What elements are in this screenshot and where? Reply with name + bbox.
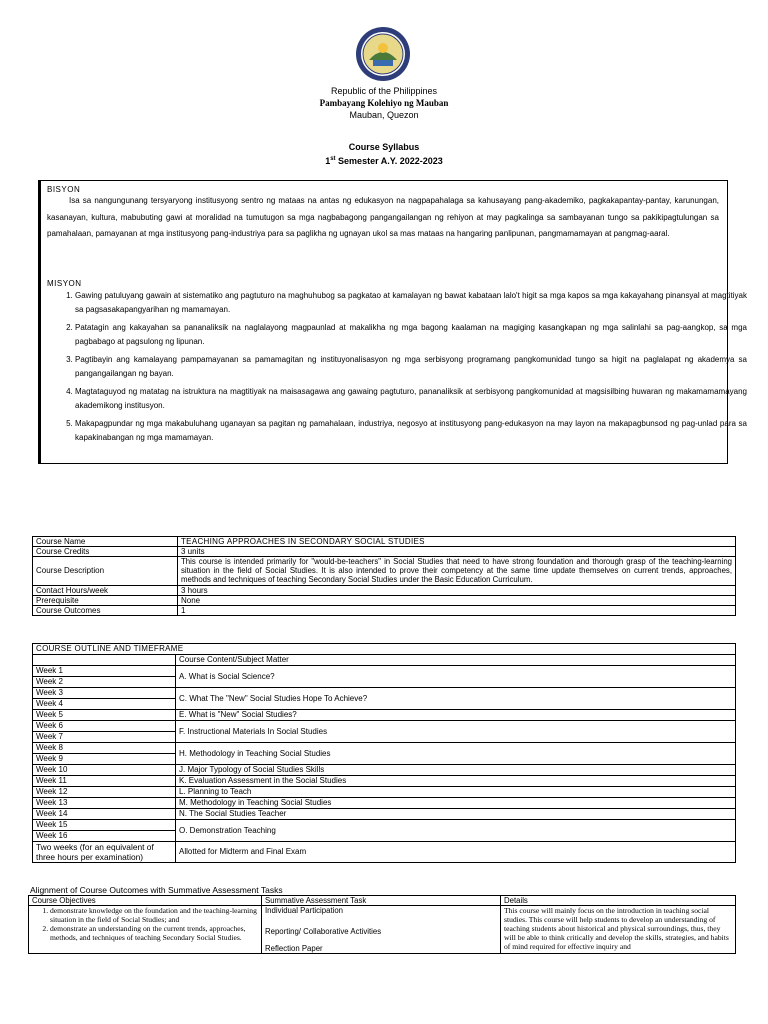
week-cell: Week 5	[33, 710, 176, 721]
objectives-cell	[29, 906, 262, 954]
course-info-table	[32, 536, 736, 616]
objective-item: 2. demonstrate an understanding on the current trends, approaches, methods, and techniques of teaching Secondary Social Studies.	[50, 924, 258, 942]
semester-suffix: st	[330, 156, 336, 162]
table-row	[33, 721, 736, 732]
topic-cell: L. Planning to Teach	[176, 787, 736, 798]
vision-label: BISYON	[47, 185, 81, 194]
prerequisite-value: None	[178, 595, 736, 605]
table-row	[33, 537, 736, 547]
prerequisite-label: Prerequisite	[33, 595, 178, 605]
week-cell: Week 3	[33, 688, 176, 699]
week-cell: Week 14	[33, 809, 176, 820]
table-row	[33, 743, 736, 754]
vision-text: Isa sa nangungunang tersyaryong institusyong sentro ng mataas na antas ng edukasyon na nagpapahalaga sa kahusayang pang-akademiko, pagkakapantay-pantay, karunungan, kasanayan, kultura, mabubuting gawi at moralidad na tumutugon sa mga nagbabagong pangangailangan ng rehiyon at may pagkalinga sa sambayanan tungo sa pakikipagtulungan sa pamahalaan, pamayanan at mga institusyong pang-industriya para sa paglikha ng ugnayan ukol sa mas mataas na hangaring panlipunan, pangmamamayan at pangmag-aaral.	[47, 196, 719, 238]
topic-cell: N. The Social Studies Teacher	[176, 809, 736, 820]
course-outcomes-value: 1	[178, 605, 736, 615]
course-description-value: This course is intended primarily for "would-be-teachers" in Social Studies that need to have strong foundation and thorough grasp of the teaching-learning situation in the field of Social Studies. It is also intended to prove their competency at the same time update themselves on current trends, approaches, methods and techniques of teaching Secondary Social Studies under the Basic Education Curriculum.	[178, 557, 736, 586]
table-row	[33, 765, 736, 776]
course-name-label: Course Name	[33, 537, 178, 547]
objectives-header: Course Objectives	[29, 896, 262, 906]
contact-hours-value: 3 hours	[178, 585, 736, 595]
mission-list	[47, 289, 747, 449]
course-credits-value: 3 units	[178, 547, 736, 557]
alignment-table	[28, 895, 736, 954]
semester-text: Semester A.Y. 2022-2023	[335, 156, 443, 166]
course-outcomes-label: Course Outcomes	[33, 605, 178, 615]
topic-cell: C. What The "New" Social Studies Hope To Achieve?	[176, 688, 736, 710]
college-location: Mauban, Quezon	[349, 110, 419, 120]
course-credits-label: Course Credits	[33, 547, 178, 557]
details-cell: This course will mainly focus on the introduction in teaching social studies. This course will help students to develop an understanding of teaching students about historical and physical surroundings, thus, they will be able to think critically and develop the skills, strategies, and habits of mind required for effective inquiry and	[501, 906, 736, 954]
task-item: Individual Participation	[265, 906, 344, 915]
table-row	[33, 585, 736, 595]
table-row	[33, 547, 736, 557]
mission-item: 1. Gawing patuluyang gawain at sistematiko ang pagtuturo na maghuhubog sa pagkatao at kamalayan ng bawat kabataan lalo't higit sa mga kapos sa mga kakayahang pinansyal at magtitiyak sa pagsasakapangyarihan ng mamamayan.	[75, 289, 747, 317]
assessment-cell	[262, 906, 501, 954]
week-cell: Week 11	[33, 776, 176, 787]
week-cell: Week 4	[33, 699, 176, 710]
contact-hours-label: Contact Hours/week	[33, 585, 178, 595]
week-cell: Week 6	[33, 721, 176, 732]
week-cell: Week 8	[33, 743, 176, 754]
table-row	[33, 710, 736, 721]
topic-cell: A. What is Social Science?	[176, 666, 736, 688]
table-row	[33, 557, 736, 586]
table-row	[33, 605, 736, 615]
semester-line	[0, 154, 768, 167]
topic-cell: F. Instructional Materials In Social Studies	[176, 721, 736, 743]
week-cell: Week 16	[33, 831, 176, 842]
topic-cell: O. Demonstration Teaching	[176, 820, 736, 842]
doc-title: Course Syllabus	[348, 142, 420, 152]
table-row	[29, 906, 736, 954]
task-item: Reflection Paper	[265, 944, 323, 953]
table-row	[33, 655, 736, 666]
course-outline-table	[32, 643, 736, 863]
alignment-title: Alignment of Course Outcomes with Summative Assessment Tasks	[30, 885, 283, 895]
outline-title: COURSE OUTLINE AND TIMEFRAME	[33, 644, 736, 655]
task-item: Reporting/ Collaborative Activities	[265, 927, 382, 936]
republic-text: Republic of the Philippines	[330, 86, 438, 96]
table-row	[33, 809, 736, 820]
content-header: Course Content/Subject Matter	[176, 655, 736, 666]
exam-value: Allotted for Midterm and Final Exam	[176, 842, 736, 863]
week-cell: Week 15	[33, 820, 176, 831]
course-description-label: Course Description	[33, 557, 178, 586]
table-row	[29, 896, 736, 906]
semester-number: 1	[325, 156, 331, 166]
mission-label: MISYON	[47, 279, 82, 288]
week-cell: Week 2	[33, 677, 176, 688]
week-cell: Week 1	[33, 666, 176, 677]
mission-item: 5. Makapagpundar ng mga makabuluhang uganayan sa pagitan ng pamahalaan, industriya, negosyo at institusyong pang-edukasyon na may layon na makapagbunsod ng pag-unlad para sa kapakinabangan ng mga mamamayan.	[75, 417, 747, 445]
exam-label: Two weeks (for an equivalent of three hours per examination)	[33, 842, 176, 863]
assessment-header: Summative Assessment Task	[262, 896, 501, 906]
objective-item: 1. demonstrate knowledge on the foundation and the teaching-learning situation in the field of Social Studies; and	[50, 906, 258, 924]
details-header: Details	[501, 896, 736, 906]
topic-cell: H. Methodology in Teaching Social Studies	[176, 743, 736, 765]
table-row	[33, 820, 736, 831]
topic-cell: J. Major Typology of Social Studies Skills	[176, 765, 736, 776]
mission-item: 2. Patatagin ang kakayahan sa pananaliksik na naglalayong magpaunlad at makalikha ng mga bagong kaalaman na magiging kasangkapan ng mga salinlahi sa pag-aangkop, sa mga pagbabago at pagsulong ng lipunan.	[75, 321, 747, 349]
table-row	[33, 787, 736, 798]
college-seal-icon	[355, 26, 411, 82]
week-cell: Week 10	[33, 765, 176, 776]
week-cell: Week 13	[33, 798, 176, 809]
topic-cell: K. Evaluation Assessment in the Social Studies	[176, 776, 736, 787]
week-cell: Week 7	[33, 732, 176, 743]
table-row	[33, 595, 736, 605]
table-row	[33, 666, 736, 677]
mission-item: 3. Pagtibayin ang kamalayang pampamayanan sa pamamagitan ng instituyonalisasyon ng mga serbisyong programang pangkomunidad tungo sa higit na paglalapat ng akademya sa pangangailangan ng bayan.	[75, 353, 747, 381]
table-row	[33, 688, 736, 699]
table-row	[33, 776, 736, 787]
table-row	[33, 842, 736, 863]
college-name: Pambayang Kolehiyo ng Mauban	[319, 98, 449, 108]
vision-mission-box	[38, 180, 747, 464]
table-row	[33, 798, 736, 809]
topic-cell: M. Methodology in Teaching Social Studies	[176, 798, 736, 809]
mission-item: 4. Magtataguyod ng matatag na istruktura na magtitiyak na maisasagawa ang gawaing pagtuturo, pananaliksik at serbisyong pangkomunidad at magsisilbing huwaran ng makamamamayang akademikong institusyon.	[75, 385, 747, 413]
course-name-value: TEACHING APPROACHES IN SECONDARY SOCIAL STUDIES	[178, 537, 736, 547]
table-row	[33, 644, 736, 655]
week-cell: Week 12	[33, 787, 176, 798]
week-cell: Week 9	[33, 754, 176, 765]
topic-cell: E. What is "New" Social Studies?	[176, 710, 736, 721]
